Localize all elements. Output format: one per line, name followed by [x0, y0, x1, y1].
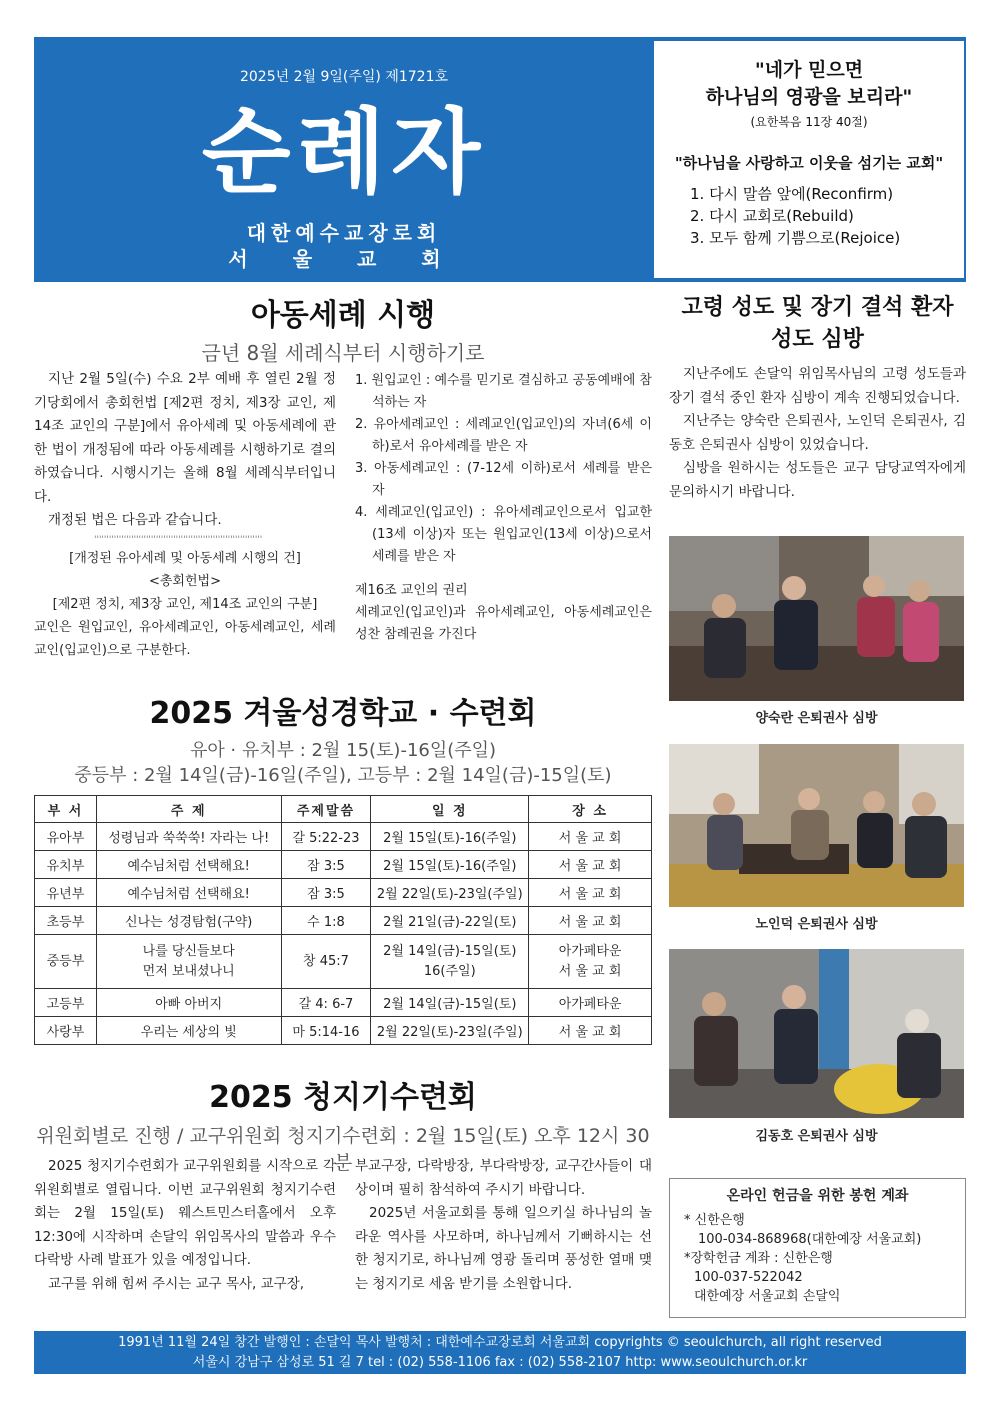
visit-photo-2 [669, 744, 964, 907]
divider: '''''''''''''''''''''''''''''''''''''''''''''''''''''''''''''''''''' [94, 534, 263, 545]
paragraph: 심방을 원하시는 성도들은 교구 담당교역자에게 문의하시기 바랍니다. [669, 460, 966, 500]
paragraph: 부교구장, 다락방장, 부다락방장, 교구간사들이 대상이며 필히 참석하여 주시기 바랍니다. [355, 1158, 652, 1198]
baptism-body-left [34, 368, 336, 662]
theme-verse: "네가 믿으면 하나님의 영광을 보리라" [705, 59, 913, 108]
church-name: 서 울 교 회 [228, 247, 460, 271]
baptism-subtitle: 금년 8월 세례식부터 시행하기로 [201, 341, 485, 365]
column-header: 주제말씀 [281, 796, 371, 823]
table-header-row [35, 796, 652, 823]
account-line: *장학헌금 계좌 : 신한은행 [684, 1251, 833, 1266]
footer [34, 1331, 966, 1374]
law-source: <총회헌법> [148, 573, 222, 589]
school-subtitle-2: 중등부 : 2월 14일(금)-16일(주일), 고등부 : 2월 14일(금)-15일(토) [74, 765, 612, 786]
cell-date: 2월 22일(토)-23일(주일) [371, 1017, 529, 1045]
cell-place: 서 울 교 회 [529, 907, 652, 935]
table-row [35, 907, 652, 935]
account-holder: 대한예장 서울교회 손달익 [694, 1289, 841, 1304]
retreat-body-right [355, 1155, 652, 1296]
table-row [35, 989, 652, 1017]
table-row [35, 1017, 652, 1045]
paragraph: 개정된 법은 다음과 같습니다. [48, 512, 222, 528]
visit-title: 고령 성도 및 장기 결석 환자 성도 심방 [681, 295, 954, 352]
column-header: 장 소 [529, 796, 652, 823]
goal-item: 1. 다시 말씀 앞에(Reconfirm) [690, 185, 894, 203]
retreat-subtitle: 위원회별로 진행 / 교구위원회 청지기수련회 : 2월 15일(토) 오후 12시 30분 [36, 1125, 650, 1174]
table-row [35, 823, 652, 851]
cell-verse: 갈 4: 6-7 [281, 989, 371, 1017]
paragraph: 지난주에도 손달익 위임목사님의 고령 성도들과 장기 결석 중인 환자 심방이 계속 진행되었습니다. [669, 366, 966, 406]
cell-date: 2월 15일(토)-16(주일) [371, 851, 529, 879]
cell-dept: 고등부 [35, 989, 97, 1017]
cell-dept: 초등부 [35, 907, 97, 935]
cell-theme: 예수님처럼 선택해요! [96, 879, 281, 907]
law-title: [개정된 유아세례 및 아동세례 시행의 건] [69, 550, 301, 566]
cell-verse: 마 5:14-16 [281, 1017, 371, 1045]
cell-theme: 예수님처럼 선택해요! [96, 851, 281, 879]
newsletter-title: 순례자 [201, 99, 487, 206]
goal-item: 2. 다시 교회로(Rebuild) [690, 207, 854, 225]
cell-verse: 수 1:8 [281, 907, 371, 935]
paragraph: 지난주는 양숙란 은퇴권사, 노인덕 은퇴권사, 김동호 은퇴권사 심방이 있었습니다. [669, 413, 966, 453]
photo-caption: 양숙란 은퇴권사 심방 [755, 711, 878, 726]
school-title: 2025 겨울성경학교 · 수련회 [149, 696, 537, 731]
cell-theme: 성령님과 쑥쑥쑥! 자라는 나! [96, 823, 281, 851]
baptism-body-right [355, 370, 652, 646]
cell-theme: 우리는 세상의 빛 [96, 1017, 281, 1045]
visit-body [669, 363, 966, 504]
cell-place: 서 울 교 회 [529, 823, 652, 851]
church-goals [690, 183, 964, 249]
cell-dept: 유년부 [35, 879, 97, 907]
account-title: 온라인 헌금을 위한 봉헌 계좌 [726, 1188, 909, 1204]
table-row [35, 851, 652, 879]
denomination: 대한예수교장로회 [246, 221, 442, 245]
rule-item: 2. 유아세례교인 : 세례교인(입교인)의 자녀(6세 이하)로서 유아세례를 받은 자 [355, 417, 652, 454]
cell-date: 2월 14일(금)-15일(토) [371, 989, 529, 1017]
paragraph: 지난 2월 5일(수) 수요 2부 예배 후 열린 2월 정기당회에서 총회헌법 [제2편 정치, 제3장 교인, 제14조 교인의 구분]에서 유아세례 및 아동세례에 관한 법이 개정됨에 따라 아동세례를 시행하기로 결의하였습니다. 시행시기는 올해 8월 세례식부터입니다. [34, 371, 336, 505]
paragraph: 2025년 서울교회를 통해 일으키실 하나님의 놀라운 역사를 사모하며, 하나님께서 기뻐하시는 선한 청지기로, 하나님께 영광 돌리며 풍성한 열매 맺는 청지기로 세움 받기를 소원합니다. [355, 1205, 652, 1292]
cell-verse: 잠 3:5 [281, 879, 371, 907]
cell-place: 아가페타운 서 울 교 회 [529, 935, 652, 989]
cell-dept: 유치부 [35, 851, 97, 879]
article16-text: 세례교인(입교인)과 유아세례교인, 아동세례교인은 성찬 참례권을 가진다 [355, 605, 652, 642]
school-subtitle-1: 유아 · 유치부 : 2월 15(토)-16일(주일) [189, 740, 497, 761]
rule-item: 4. 세례교인(입교인) : 유아세례교인으로서 입교한 (13세 이상)자 또는 원입교인(13세 이상)으로서 세례를 받은 자 [355, 505, 652, 564]
retreat-title: 2025 청지기수련회 [209, 1080, 477, 1115]
rule-item: 1. 원입교인 : 예수를 믿기로 결심하고 공동예배에 참석하는 자 [355, 373, 652, 410]
photo-caption: 노인덕 은퇴권사 심방 [755, 917, 878, 932]
cell-theme: 나를 당신들보다 먼저 보내셨나니 [96, 935, 281, 989]
cell-dept: 중등부 [35, 935, 97, 989]
goal-item: 3. 모두 함께 기쁨으로(Rejoice) [690, 229, 901, 247]
baptism-title: 아동세례 시행 [250, 298, 436, 333]
cell-theme: 아빠 아버지 [96, 989, 281, 1017]
rule-item: 3. 아동세례교인 : (7-12세 이하)로서 세례를 받은 자 [355, 461, 652, 498]
visit-photo-3 [669, 949, 964, 1118]
verse-reference: (요한복음 11장 40절) [750, 115, 868, 129]
law-section: [제2편 정치, 제3장 교인, 제14조 교인의 구분] [52, 596, 318, 612]
cell-dept: 사랑부 [35, 1017, 97, 1045]
cell-verse: 갈 5:22-23 [281, 823, 371, 851]
school-schedule-table [34, 795, 652, 1045]
masthead-left [36, 39, 652, 280]
cell-theme: 신나는 성경탐험(구약) [96, 907, 281, 935]
paragraph: 교구를 위해 힘써 주시는 교구 목사, 교구장, [48, 1275, 305, 1292]
visit-photo-1 [669, 536, 964, 701]
cell-date: 2월 21일(금)-22일(토) [371, 907, 529, 935]
cell-date: 2월 14일(금)-15일(토) 16(주일) [371, 935, 529, 989]
footer-contact: 서울시 강남구 삼성로 51 길 7 tel : (02) 558-1106 fax : (02) 558-2107 http: www.seoulchurch.or.kr [192, 1355, 808, 1370]
table-row [35, 879, 652, 907]
cell-verse: 창 45:7 [281, 935, 371, 989]
column-header: 일 정 [371, 796, 529, 823]
cell-date: 2월 15일(토)-16(주일) [371, 823, 529, 851]
masthead-verse-box [654, 41, 964, 278]
cell-date: 2월 22일(토)-23일(주일) [371, 879, 529, 907]
cell-place: 서 울 교 회 [529, 879, 652, 907]
offering-account-box [669, 1178, 966, 1318]
account-number: 100-034-868968(대한예장 서울교회) [698, 1232, 922, 1247]
account-number: 100-037-522042 [694, 1270, 803, 1285]
column-header: 부 서 [35, 796, 97, 823]
church-motto: "하나님을 사랑하고 이웃을 섬기는 교회" [674, 154, 944, 172]
cell-verse: 잠 3:5 [281, 851, 371, 879]
paragraph: 2025 청지기수련회가 교구위원회를 시작으로 각 위원회별로 열립니다. 이번 교구위원회 청지기수련회는 2월 15일(토) 웨스트민스터홀에서 오후 12:30에 시작하며 손달익 위임목사의 말씀과 우수 다락방 사례 발표가 있을 예정입니다. [34, 1158, 336, 1268]
cell-place: 아가페타운 [529, 989, 652, 1017]
cell-place: 서 울 교 회 [529, 851, 652, 879]
cell-dept: 유아부 [35, 823, 97, 851]
article16-title: 제16조 교인의 권리 [355, 583, 468, 598]
law-text: 교인은 원입교인, 유아세례교인, 아동세례교인, 세례교인(입교인)으로 구분한다. [34, 619, 336, 658]
law-rules [355, 370, 652, 568]
account-line: * 신한은행 [684, 1213, 745, 1228]
retreat-body-left [34, 1155, 336, 1296]
cell-place: 서 울 교 회 [529, 1017, 652, 1045]
footer-publisher: 1991년 11월 24일 창간 발행인 : 손달익 목사 발행처 : 대한예수교장로회 서울교회 copyrights © seoulchurch, all right reserved [118, 1335, 882, 1350]
masthead [34, 37, 966, 282]
issue-date: 2025년 2월 9일(주일) 제1721호 [239, 69, 448, 85]
column-header: 주 제 [96, 796, 281, 823]
photo-caption: 김동호 은퇴권사 심방 [755, 1129, 878, 1144]
table-row [35, 935, 652, 989]
